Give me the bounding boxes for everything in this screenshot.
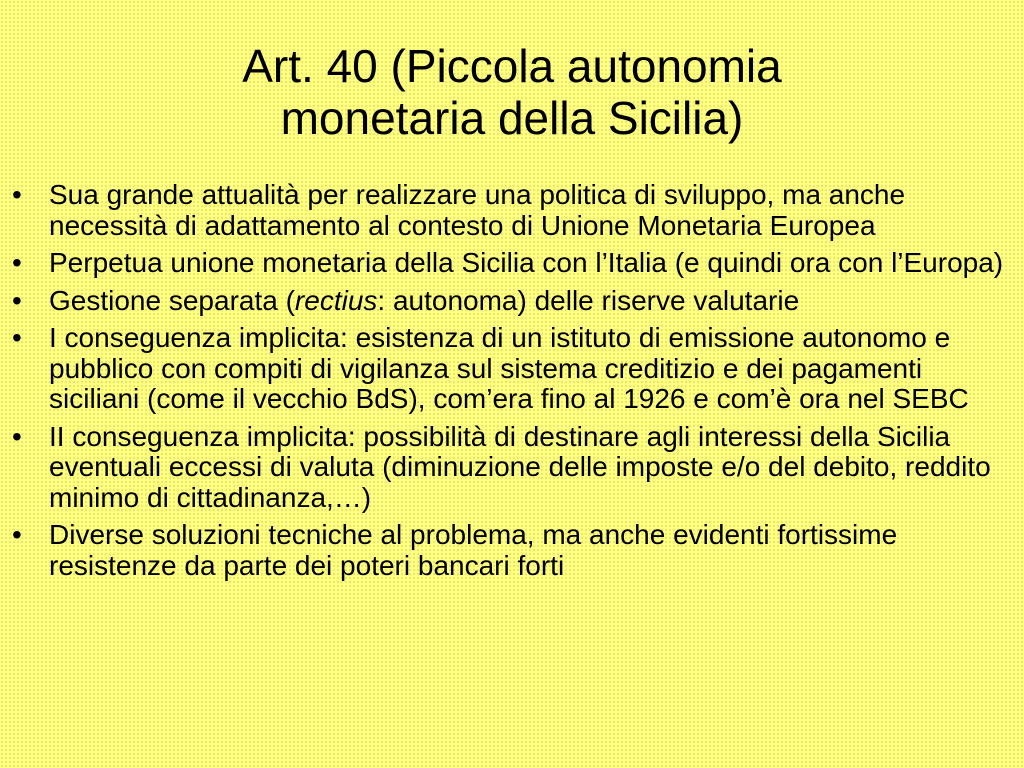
bullet-text-italic: rectius [294, 284, 378, 316]
bullet-text: II conseguenza implicita: possibilità di destinare agli interessi della Sicilia eventuali eccessi di valuta (diminuzione delle imposte e/o del debito, reddito minimo di cittadinanza,…) [49, 420, 991, 513]
bullet-dot-icon: • [12, 179, 22, 210]
bullet-text: I conseguenza implicita: esistenza di un istituto di emissione autonomo e pubblico con compiti di vigilanza sul sistema creditizio e dei pagamenti siciliani (come il vecchio BdS), com’era fino al 1926 e com’è ora nel SEBC [49, 322, 969, 414]
bullet-text: Perpetua unione monetaria della Sicilia con l’Italia (e quindi ora con l’Europa) [49, 247, 1004, 278]
bullet-text: Sua grande attualità per realizzare una politica di sviluppo, ma anche necessità di adattamento al contesto di Unione Monetaria Europea [49, 179, 906, 241]
slide-title [0, 40, 1024, 144]
bullet-text-after: : autonoma) delle riserve valutarie [377, 284, 800, 316]
bullet-text: Diverse soluzioni tecniche al problema, ma anche evidenti fortissime resistenze da parte dei poteri bancari forti [49, 519, 898, 581]
bullet-item [0, 180, 1010, 241]
bullet-item [0, 422, 1010, 514]
bullet-item [0, 248, 1010, 279]
bullet-item [0, 286, 1010, 317]
bullet-item [0, 520, 1010, 581]
bullet-text-before: Gestione separata ( [49, 284, 295, 316]
bullet-item [0, 323, 1010, 415]
bullet-dot-icon: • [12, 519, 22, 550]
bullet-dot-icon: • [12, 420, 22, 452]
title-line-1: Art. 40 (Piccola autonomia [242, 40, 782, 92]
bullet-list [0, 180, 1010, 588]
bullet-dot-icon: • [12, 284, 22, 316]
bullet-text [49, 285, 799, 316]
bullet-dot-icon: • [12, 322, 22, 353]
title-line-2: monetaria della Sicilia) [280, 92, 744, 144]
bullet-dot-icon: • [12, 247, 22, 278]
